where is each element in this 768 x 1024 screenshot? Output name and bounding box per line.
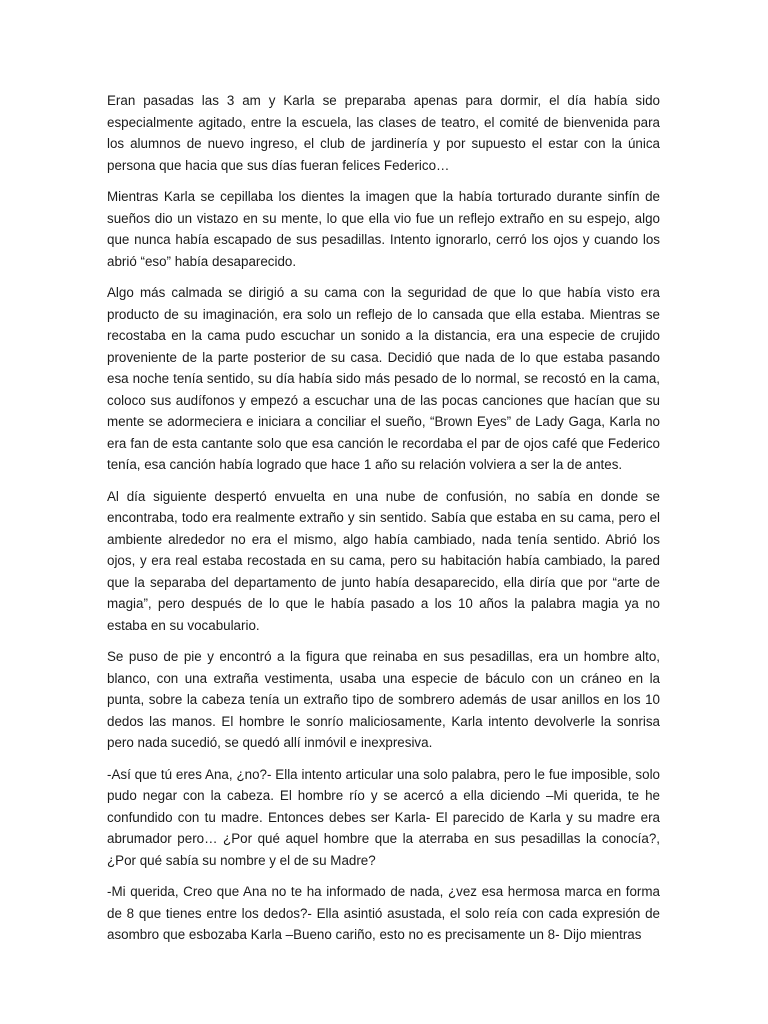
- paragraph-3: Algo más calmada se dirigió a su cama con la seguridad de que lo que había visto era producto de su imaginación, era solo un reflejo de lo cansada que ella estaba. Mientras se recostaba en la cama pudo escuchar un sonido a la distancia, era una especie de crujido proveniente de la parte posterior de su casa. Decidió que nada de lo que estaba pasando esa noche tenía sentido, su día había sido más pesado de lo normal, se recostó en la cama, coloco sus audífonos y empezó a escuchar una de las pocas canciones que hacían que su mente se adormeciera e iniciara a conciliar el sueño, “Brown Eyes” de Lady Gaga, Karla no era fan de esta cantante solo que esa canción le recordaba el par de ojos café que Federico tenía, esa canción había logrado que hace 1 año su relación volviera a ser la de antes.: [107, 285, 660, 472]
- paragraph-4: Al día siguiente despertó envuelta en una nube de confusión, no sabía en donde se encontraba, todo era realmente extraño y sin sentido. Sabía que estaba en su cama, pero el ambiente alrededor no era el mismo, algo había cambiado, nada tenía sentido. Abrió los ojos, y era real estaba recostada en su cama, pero su habitación había cambiado, la pared que la separaba del departamento de junto había desaparecido, ella diría que por “arte de magia”, pero después de lo que le había pasado a los 10 años la palabra magia ya no estaba en su vocabulario.: [107, 488, 660, 633]
- paragraph-1: Eran pasadas las 3 am y Karla se preparaba apenas para dormir, el día había sido especialmente agitado, entre la escuela, las clases de teatro, el comité de bienvenida para los alumnos de nuevo ingreso, el club de jardinería y por supuesto el estar con la única persona que hacia que sus días fueran felices Federico…: [107, 93, 660, 173]
- paragraph-2: Mientras Karla se cepillaba los dientes la imagen que la había torturado durante sinfín de sueños dio un vistazo en su mente, lo que ella vio fue un reflejo extraño en su espejo, algo que nunca había escapado de sus pesadillas. Intento ignorarlo, cerró los ojos y cuando los abrió “eso” había desaparecido.: [107, 189, 660, 269]
- document-body: [107, 90, 660, 956]
- paragraph-6: -Así que tú eres Ana, ¿no?- Ella intento articular una solo palabra, pero le fue imposible, solo pudo negar con la cabeza. El hombre río y se acercó a ella diciendo –Mi querida, te he confundido con tu madre. Entonces debes ser Karla- El parecido de Karla y su madre era abrumador pero… ¿Por qué aquel hombre que la aterraba en sus pesadillas la conocía?, ¿Por qué sabía su nombre y el de su Madre?: [107, 766, 660, 868]
- paragraph-5: Se puso de pie y encontró a la figura que reinaba en sus pesadillas, era un hombre alto, blanco, con una extraña vestimenta, usaba una especie de báculo con un cráneo en la punta, sobre la cabeza tenía un extraño tipo de sombrero además de usar anillos en los 10 dedos las manos. El hombre le sonrío maliciosamente, Karla intento devolverle la sonrisa pero nada sucedió, se quedó allí inmóvil e inexpresiva.: [107, 649, 660, 750]
- paragraph-7: -Mi querida, Creo que Ana no te ha informado de nada, ¿vez esa hermosa marca en forma de 8 que tienes entre los dedos?- Ella asintió asustada, el solo reía con cada expresión de asombro que esbozaba Karla –Bueno cariño, esto no es precisamente un 8- Dijo mientras: [107, 884, 660, 942]
